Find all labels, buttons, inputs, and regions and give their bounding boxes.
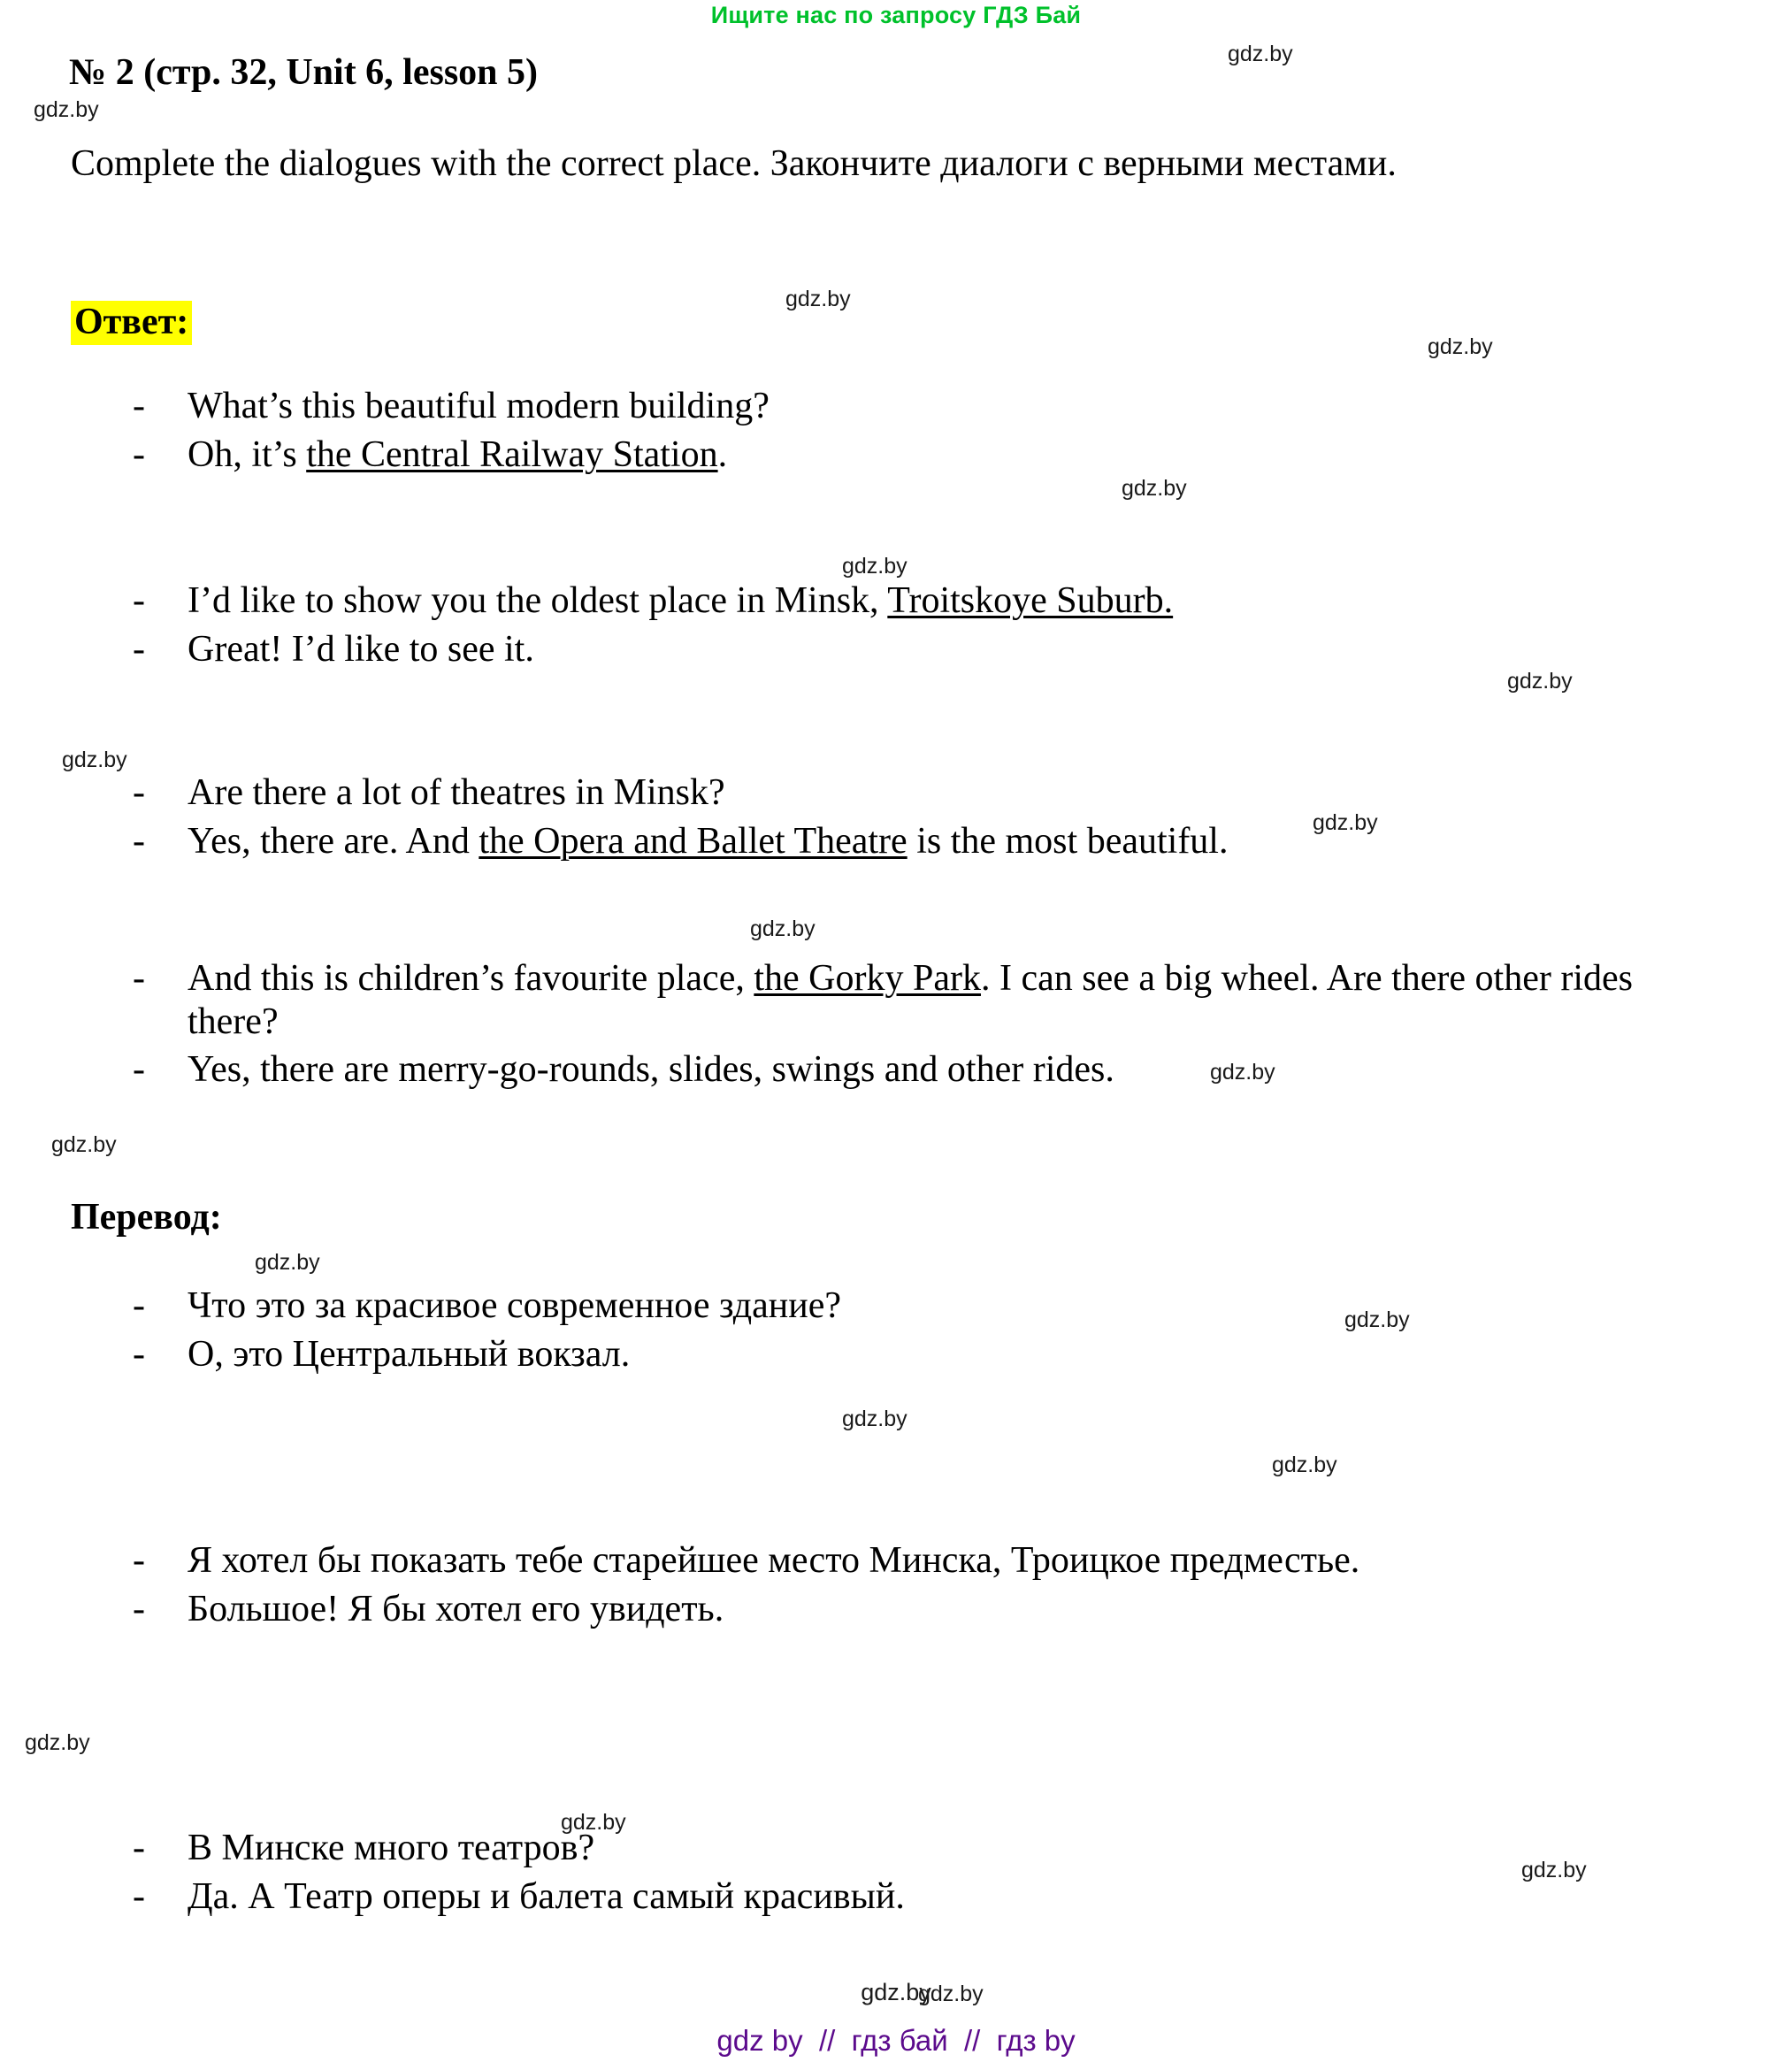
watermark: gdz.by <box>1210 1060 1275 1085</box>
dialogue-text-plain: Yes, there are. And <box>188 820 479 862</box>
dialogue-dash: - <box>133 433 145 475</box>
watermark: gdz.by <box>34 97 99 122</box>
answer-label: Ответ: <box>71 301 192 345</box>
dialogue-text-plain: . <box>717 433 728 475</box>
answer-dialogue-1 <box>133 385 1689 481</box>
dialogue-line <box>133 957 1689 1043</box>
answer-dialogue-2 <box>133 579 1689 676</box>
page-title: № 2 (стр. 32, Unit 6, lesson 5) <box>69 52 539 93</box>
promo-banner: Ищите нас по запросу ГДЗ Бай <box>710 2 1082 28</box>
dialogue-line <box>133 1284 1689 1328</box>
dialogue-text-plain: What’s this beautiful modern building? <box>188 386 770 426</box>
translation-dialogue-1 <box>133 1284 1689 1381</box>
answer-blank-filled: the Gorky Park <box>754 958 981 999</box>
answer-dialogue-4 <box>133 957 1689 1097</box>
dialogue-text-plain: And this is children’s favourite place, <box>188 958 754 999</box>
translation-label: Перевод: <box>71 1197 222 1238</box>
watermark: gdz.by <box>1344 1307 1410 1332</box>
watermark: gdz.by <box>62 748 127 772</box>
dialogue-dash: - <box>133 958 145 999</box>
dialogue-line <box>133 628 1689 671</box>
dialogue-text-plain: I’d like to show you the oldest place in Minsk, <box>188 580 888 621</box>
answer-blank-filled: Troitskoye Suburb. <box>887 580 1174 621</box>
dialogue-dash: - <box>133 772 145 813</box>
dialogue-line <box>133 385 1689 428</box>
watermark: gdz.by <box>51 1132 117 1157</box>
dialogue-line <box>133 771 1689 815</box>
dialogue-dash: - <box>133 386 145 426</box>
watermark: gdz.by <box>25 1730 90 1755</box>
dialogue-text <box>188 385 1689 428</box>
dialogue-text-plain: Oh, it’s <box>188 433 307 475</box>
dialogue-line <box>133 820 1689 863</box>
dialogue-text <box>188 1827 1689 1870</box>
dialogue-text <box>188 1333 1689 1376</box>
dialogue-text <box>188 957 1689 1043</box>
dialogue-dash: - <box>133 1875 145 1917</box>
answer-dialogue-3 <box>133 771 1689 868</box>
dialogue-text <box>188 1588 1689 1631</box>
dialogue-text <box>188 1539 1689 1583</box>
dialogue-text <box>188 1284 1689 1328</box>
answer-blank-filled: the Central Railway Station <box>306 433 718 475</box>
dialogue-text <box>188 579 1689 623</box>
watermark: gdz.by <box>785 287 851 311</box>
translation-dialogue-3 <box>133 1827 1689 1923</box>
site-footer[interactable]: gdz by // гдз бай // гдз by <box>716 2024 1076 2057</box>
dialogue-dash: - <box>133 1049 145 1091</box>
dialogue-text-plain: Great! I’d like to see it. <box>188 628 534 670</box>
dialogue-line <box>133 1827 1689 1870</box>
footer-watermark: gdz.by <box>861 1979 931 2005</box>
dialogue-line <box>133 1048 1689 1092</box>
watermark: gdz.by <box>1313 810 1378 835</box>
dialogue-line <box>133 1875 1689 1919</box>
task-prompt: Complete the dialogues with the correct place. Закончите диалоги с верными местами. <box>71 143 1397 184</box>
watermark: gdz.by <box>842 1407 907 1431</box>
watermark: gdz.by <box>918 1982 984 2006</box>
dialogue-text <box>188 771 1689 815</box>
dialogue-text-plain: . I can see a big wheel. Are there other rides there? <box>188 958 1633 1042</box>
dialogue-dash: - <box>133 1333 145 1375</box>
dialogue-line <box>133 1539 1689 1583</box>
answer-blank-filled: the Opera and Ballet Theatre <box>479 820 907 862</box>
watermark: gdz.by <box>561 1810 626 1835</box>
dialogue-text <box>188 433 1689 477</box>
dialogue-dash: - <box>133 1540 145 1581</box>
dialogue-text <box>188 628 1689 671</box>
dialogue-text-plain: В Минске много театров? <box>188 1828 595 1868</box>
watermark: gdz.by <box>1228 42 1293 66</box>
dialogue-line <box>133 1588 1689 1631</box>
dialogue-dash: - <box>133 1588 145 1629</box>
watermark: gdz.by <box>1521 1858 1587 1882</box>
dialogue-text <box>188 820 1689 863</box>
dialogue-dash: - <box>133 1828 145 1868</box>
dialogue-text-plain: is the most beautiful. <box>907 820 1229 862</box>
watermark: gdz.by <box>1507 669 1573 694</box>
dialogue-text-plain: Yes, there are merry-go-rounds, slides, swings and other rides. <box>188 1049 1114 1091</box>
watermark: gdz.by <box>1272 1453 1337 1477</box>
dialogue-text <box>188 1048 1689 1092</box>
dialogue-text-plain: Are there a lot of theatres in Minsk? <box>188 772 725 813</box>
dialogue-dash: - <box>133 580 145 621</box>
watermark: gdz.by <box>1428 334 1493 359</box>
watermark: gdz.by <box>1122 476 1187 501</box>
dialogue-dash: - <box>133 1285 145 1326</box>
dialogue-line <box>133 579 1689 623</box>
dialogue-text-plain: Да. А Театр оперы и балета самый красивый. <box>188 1875 905 1917</box>
dialogue-line <box>133 433 1689 477</box>
dialogue-text <box>188 1875 1689 1919</box>
dialogue-line <box>133 1333 1689 1376</box>
dialogue-text-plain: Я хотел бы показать тебе старейшее место Минска, Троицкое предместье. <box>188 1540 1360 1581</box>
watermark: gdz.by <box>842 554 907 579</box>
dialogue-text-plain: Большое! Я бы хотел его увидеть. <box>188 1588 724 1629</box>
dialogue-text-plain: Что это за красивое современное здание? <box>188 1285 842 1326</box>
watermark: gdz.by <box>255 1250 320 1275</box>
translation-dialogue-2 <box>133 1539 1689 1636</box>
watermark: gdz.by <box>750 916 816 941</box>
dialogue-dash: - <box>133 820 145 862</box>
dialogue-dash: - <box>133 628 145 670</box>
dialogue-text-plain: О, это Центральный вокзал. <box>188 1333 631 1375</box>
